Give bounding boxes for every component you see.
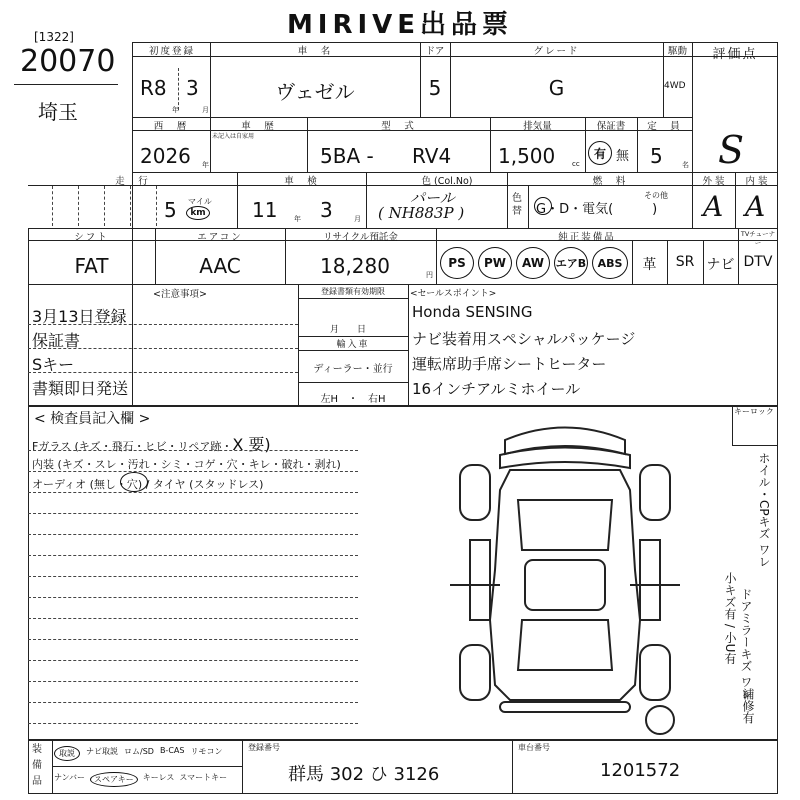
equip-airbag-mark: エアB xyxy=(554,247,588,279)
steering-side: 左H ・ 右H xyxy=(320,394,386,405)
hdr-mileage: 走 行 xyxy=(115,176,150,187)
hdr-capacity: 定 員 xyxy=(647,121,682,132)
capacity: 5 xyxy=(650,144,663,168)
keylock-label: キーロック xyxy=(734,407,774,416)
shaken-year: 11 xyxy=(252,198,278,222)
hdr-door: ドア xyxy=(425,46,445,57)
side-note-repair: 補修有 xyxy=(741,688,755,724)
equip-dtv: DTV xyxy=(743,254,773,270)
item-remote: リモコン xyxy=(190,747,223,756)
hdr-ac: エアコン xyxy=(197,232,243,243)
hdr-exterior: 外 装 xyxy=(702,176,725,187)
footer-items-top xyxy=(54,746,222,761)
exterior-grade: A xyxy=(703,190,724,223)
sales-point-1: Honda SENSING xyxy=(412,303,533,321)
hdr-car-name: 車 名 xyxy=(297,46,333,57)
hdr-warranty: 保証書 xyxy=(596,121,626,132)
side-note-mirror: ドアミラーキズ ワレ xyxy=(739,588,753,700)
footer-items-bottom xyxy=(54,772,227,787)
hdr-reg-expiry: 登録書類有効期限 xyxy=(321,287,385,296)
item-keyless: キーレス xyxy=(142,773,175,782)
color-code: ( NH883P ) xyxy=(378,204,465,222)
equip-ps-mark: PS xyxy=(440,247,474,279)
hdr-shift: シフト xyxy=(74,232,109,243)
doors: 5 xyxy=(428,76,442,100)
item-smart-key: スマートキー xyxy=(179,773,228,782)
hdr-displacement: 排気量 xyxy=(523,121,552,132)
fuel-options: G・D・電気( ) xyxy=(536,202,658,217)
equip-leather: 革 xyxy=(642,257,657,273)
equip-aw-mark: AW xyxy=(516,247,550,279)
car-name: ヴェゼル xyxy=(275,80,355,104)
hdr-chassis: 車台番号 xyxy=(518,743,550,752)
registration-plate: 群馬 302 ひ 3126 xyxy=(288,764,440,785)
recycle-deposit: 18,280 xyxy=(320,254,390,278)
chassis-number: 1201572 xyxy=(600,760,681,781)
import-type: ディーラー・並行 xyxy=(313,364,393,375)
audio-hole-mark xyxy=(120,472,148,492)
unit-mile: マイル xyxy=(188,197,212,206)
audio-tire-note: オーディオ (無し・穴) / タイヤ (スタッドレス) xyxy=(32,478,264,491)
hdr-color: 色 (Col.No) xyxy=(421,176,473,187)
displacement: 1,500 xyxy=(498,144,556,168)
model-prefix: 5BA - xyxy=(320,144,374,168)
note-line-1: 3月13日登録 xyxy=(32,307,127,326)
warranty-no: 無 xyxy=(616,149,630,164)
item-spare-key-mark: スペアキー xyxy=(90,772,138,787)
hdr-grade: グレード xyxy=(533,46,580,57)
hdr-year: 西 暦 xyxy=(153,121,189,132)
sales-point-4: 16インチアルミホイール xyxy=(412,380,581,398)
hdr-first-reg: 初度登録 xyxy=(148,46,195,57)
reg-month: 3 xyxy=(186,76,199,100)
lot-number: 20070 xyxy=(20,44,116,79)
fuel-gas-mark xyxy=(534,197,552,215)
hdr-import: 輸入車 xyxy=(336,340,370,350)
hdr-model: 型 式 xyxy=(381,121,416,132)
footer-category: 装備品 xyxy=(32,744,42,787)
sales-point-2: ナビ装着用スペシャルパッケージ xyxy=(412,330,636,348)
item-bcas: B-CAS xyxy=(159,746,185,755)
hdr-eval: 評価点 xyxy=(712,47,758,62)
item-plate: ナンバー xyxy=(54,773,86,782)
history-note: 未記入は自家用 xyxy=(212,133,255,140)
equip-sunroof: SR xyxy=(675,254,695,270)
warranty-yes-mark: 有 xyxy=(588,141,612,165)
interior-grade: A xyxy=(745,190,766,223)
color-change-label: 色替 xyxy=(512,193,522,217)
grade: G xyxy=(548,76,565,100)
hdr-fuel: 燃 料 xyxy=(592,176,628,187)
drive: 4WD xyxy=(664,81,686,91)
model-year: 2026 xyxy=(140,144,191,168)
shift: FAT xyxy=(74,254,109,278)
unit-km-mark: km xyxy=(186,206,210,220)
hdr-equipment: 純正装備品 xyxy=(558,232,616,243)
expiry-date: 月 日 xyxy=(330,325,367,335)
item-navi-manual: ナビ取説 xyxy=(86,747,118,756)
shaken-month: 3 xyxy=(320,198,333,222)
hdr-notes: <注意事項> xyxy=(153,289,207,300)
mileage: 5 xyxy=(164,198,177,222)
hdr-plate: 登録番号 xyxy=(248,743,280,752)
note-line-2: 保証書 xyxy=(32,331,81,350)
note-line-3: Sキー xyxy=(32,355,75,374)
fuel-other: その他 xyxy=(644,191,668,200)
inspector-heading: < 検査員記入欄 > xyxy=(34,411,151,427)
equip-navi: ナビ xyxy=(706,257,735,273)
note-line-4: 書類即日発送 xyxy=(32,379,129,398)
model-code: RV4 xyxy=(412,144,452,168)
equip-abs-mark: ABS xyxy=(592,247,628,279)
side-note-wheel: ホイル・CPキズ ワレ xyxy=(757,452,771,568)
item-manual-mark: 取説 xyxy=(54,746,80,761)
hdr-interior: 内 装 xyxy=(745,176,768,187)
page-title: MIRIVE出品票 xyxy=(286,10,514,40)
hdr-shaken: 車 検 xyxy=(284,176,319,187)
region: 埼玉 xyxy=(38,100,78,124)
hdr-drive: 駆動 xyxy=(667,46,687,57)
sales-point-3: 運転席助手席シートヒーター xyxy=(412,355,607,373)
windshield-note: Fガラス (キズ・飛石・ヒビ・リペア跡・X 要) xyxy=(32,435,271,454)
equip-pw-mark: PW xyxy=(478,247,512,279)
hdr-sales-points: <セールスポイント> xyxy=(410,289,497,299)
interior-note: 内装 (キズ・スレ・汚れ・シミ・コゲ・穴・キレ・破れ・剥れ) xyxy=(32,458,341,471)
color-name: パール xyxy=(410,189,455,207)
eval-score: S xyxy=(718,128,745,172)
car-diagram xyxy=(440,420,690,740)
hdr-history: 車 歴 xyxy=(241,121,276,132)
lot-code: [1322] xyxy=(34,30,74,44)
side-note-scratch: 小キズ有 / 小U有 xyxy=(723,572,737,665)
hdr-recycle: リサイクル預託金 xyxy=(323,232,398,243)
reg-era: R8 xyxy=(140,76,167,100)
item-rom-sd: ロム/SD xyxy=(124,747,154,756)
air-conditioner: AAC xyxy=(199,254,241,278)
hdr-tv-tuner: TVチューナー xyxy=(740,230,776,247)
